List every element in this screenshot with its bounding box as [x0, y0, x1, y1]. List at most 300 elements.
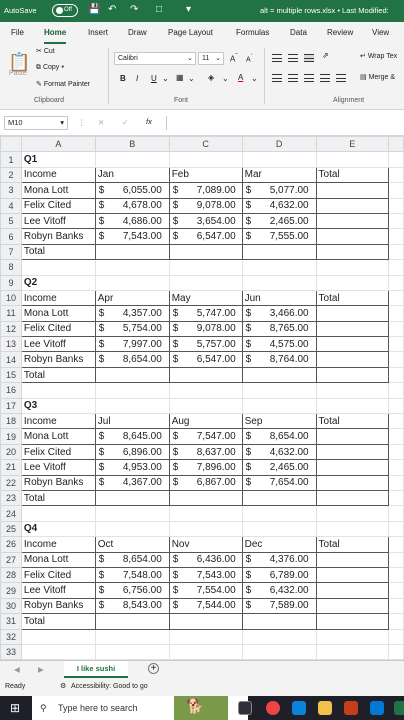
cell-d[interactable] [242, 644, 316, 659]
cell-e[interactable] [316, 614, 389, 629]
row-header[interactable]: 30 [1, 598, 22, 613]
cell-c[interactable]: Feb [169, 167, 242, 182]
cell-e[interactable] [316, 260, 389, 275]
cell-f[interactable] [389, 506, 404, 521]
cell-c[interactable]: Aug [169, 414, 242, 429]
cell-d[interactable] [242, 629, 316, 644]
cell-e[interactable] [316, 398, 389, 413]
cell-e[interactable] [316, 490, 389, 505]
font-color-icon[interactable]: A [238, 73, 244, 82]
excel-icon[interactable] [394, 701, 404, 715]
tab-view[interactable]: View [372, 28, 390, 37]
row-header[interactable]: 10 [1, 290, 22, 305]
cut-button[interactable] [36, 47, 55, 55]
row-header[interactable]: 8 [1, 260, 22, 275]
tab-formulas[interactable]: Formulas [236, 28, 270, 37]
cell-f[interactable] [389, 383, 404, 398]
cell-f[interactable] [389, 306, 404, 321]
cell-c[interactable] [169, 244, 242, 259]
autosave-toggle[interactable]: Off [52, 4, 78, 17]
cell-b[interactable]: Apr [95, 290, 169, 305]
italic-button[interactable]: I [136, 74, 139, 83]
cell-c[interactable] [169, 275, 242, 290]
row-header[interactable]: 12 [1, 321, 22, 336]
chrome-icon[interactable] [266, 701, 280, 715]
money-cell[interactable] [169, 213, 242, 228]
row-header[interactable]: 18 [1, 414, 22, 429]
cell-a[interactable]: Robyn Banks [21, 352, 95, 367]
cell-f[interactable] [389, 490, 404, 505]
money-cell[interactable] [169, 352, 242, 367]
cell-f[interactable] [389, 414, 404, 429]
money-cell[interactable] [95, 337, 169, 352]
cell-e[interactable] [316, 352, 389, 367]
cell-a[interactable]: Felix Cited [21, 321, 95, 336]
cell-e[interactable] [316, 475, 389, 490]
cell-a[interactable] [21, 506, 95, 521]
cell-f[interactable] [389, 583, 404, 598]
row-header[interactable]: 28 [1, 567, 22, 582]
cell-e[interactable] [316, 275, 389, 290]
redo-icon[interactable]: ↷ [130, 4, 139, 15]
cell-f[interactable] [389, 629, 404, 644]
cell-e[interactable] [316, 229, 389, 244]
money-cell[interactable] [242, 306, 316, 321]
cell-d[interactable]: Sep [242, 414, 316, 429]
chevron-down-icon[interactable]: ⌄ [222, 74, 229, 83]
cell-a[interactable]: Felix Cited [21, 567, 95, 582]
tab-review[interactable]: Review [327, 28, 354, 37]
money-cell[interactable] [169, 321, 242, 336]
column-header-e[interactable]: E [316, 137, 389, 152]
increase-indent-icon[interactable] [336, 74, 346, 82]
cell-d[interactable] [242, 506, 316, 521]
cell-b[interactable] [95, 644, 169, 659]
edge-icon[interactable] [292, 701, 306, 715]
cell-f[interactable] [389, 352, 404, 367]
cell-e[interactable] [316, 598, 389, 613]
money-cell[interactable] [169, 198, 242, 213]
cell-f[interactable] [389, 152, 404, 167]
money-cell[interactable] [95, 583, 169, 598]
cell-a[interactable]: Mona Lott [21, 429, 95, 444]
tab-data[interactable]: Data [290, 28, 307, 37]
row-header[interactable]: 4 [1, 198, 22, 213]
row-header[interactable]: 14 [1, 352, 22, 367]
cell-c[interactable] [169, 260, 242, 275]
cell-c[interactable] [169, 629, 242, 644]
money-cell[interactable] [242, 183, 316, 198]
cell-e[interactable] [316, 383, 389, 398]
enter-icon[interactable]: ✓ [122, 118, 129, 127]
money-cell[interactable] [242, 583, 316, 598]
cell-f[interactable] [389, 183, 404, 198]
cell-b[interactable] [95, 490, 169, 505]
cell-e[interactable] [316, 244, 389, 259]
cell-e[interactable]: Total [316, 167, 389, 182]
cell-a[interactable]: Total [21, 490, 95, 505]
underline-button[interactable]: U [151, 74, 157, 83]
money-cell[interactable] [169, 460, 242, 475]
cell-e[interactable] [316, 306, 389, 321]
cell-a[interactable]: Lee Vitoff [21, 583, 95, 598]
cell-a[interactable]: Mona Lott [21, 183, 95, 198]
quick-access-icon[interactable]: □ [156, 4, 163, 15]
column-header-c[interactable]: C [169, 137, 242, 152]
save-icon[interactable]: 💾 [88, 4, 101, 15]
shrink-font-button[interactable]: $A^ˇ$ [246, 54, 253, 64]
cell-b[interactable]: Oct [95, 537, 169, 552]
row-header[interactable]: 3 [1, 183, 22, 198]
cell-f[interactable] [389, 644, 404, 659]
cell-a[interactable]: Income [21, 290, 95, 305]
task-view-icon[interactable] [238, 701, 252, 715]
row-header[interactable]: 17 [1, 398, 22, 413]
money-cell[interactable] [95, 598, 169, 613]
tab-page-layout[interactable]: Page Layout [168, 28, 213, 37]
insert-function-button[interactable]: fx [146, 117, 152, 126]
cell-c[interactable] [169, 383, 242, 398]
cell-a[interactable]: Felix Cited [21, 444, 95, 459]
cell-a[interactable] [21, 629, 95, 644]
cell-b[interactable] [95, 629, 169, 644]
cell-d[interactable] [242, 367, 316, 382]
cell-a[interactable]: Income [21, 414, 95, 429]
cell-e[interactable] [316, 444, 389, 459]
cell-f[interactable] [389, 429, 404, 444]
name-box[interactable] [4, 116, 68, 130]
cell-e[interactable] [316, 506, 389, 521]
money-cell[interactable] [95, 352, 169, 367]
font-name-box[interactable] [114, 52, 196, 65]
cell-d[interactable] [242, 152, 316, 167]
cell-d[interactable] [242, 614, 316, 629]
bold-button[interactable]: B [120, 74, 126, 83]
align-left-icon[interactable] [272, 74, 282, 82]
cell-c[interactable]: Nov [169, 537, 242, 552]
cell-f[interactable] [389, 552, 404, 567]
row-header[interactable]: 33 [1, 644, 22, 659]
money-cell[interactable] [242, 552, 316, 567]
money-cell[interactable] [169, 306, 242, 321]
cell-e[interactable]: Total [316, 290, 389, 305]
paste-icon[interactable]: 📋 [8, 52, 31, 72]
money-cell[interactable] [95, 321, 169, 336]
cell-f[interactable] [389, 244, 404, 259]
cell-b[interactable] [95, 614, 169, 629]
cell-b[interactable] [95, 521, 169, 536]
row-header[interactable]: 16 [1, 383, 22, 398]
cell-f[interactable] [389, 275, 404, 290]
cell-f[interactable] [389, 475, 404, 490]
cell-e[interactable] [316, 429, 389, 444]
chevron-down-icon[interactable]: ⌄ [188, 74, 195, 83]
money-cell[interactable] [242, 198, 316, 213]
fill-color-icon[interactable]: ◈ [208, 73, 215, 82]
prev-sheet-icon[interactable]: ◀ [14, 665, 20, 674]
cancel-icon[interactable]: ✕ [98, 118, 105, 127]
row-header[interactable]: 24 [1, 506, 22, 521]
money-cell[interactable] [95, 213, 169, 228]
money-cell[interactable] [242, 475, 316, 490]
cell-f[interactable] [389, 229, 404, 244]
cell-a[interactable] [21, 644, 95, 659]
money-cell[interactable] [95, 306, 169, 321]
cell-f[interactable] [389, 213, 404, 228]
money-cell[interactable] [95, 183, 169, 198]
copy-button[interactable]: ⧉ Copy ▾ [36, 64, 65, 71]
cell-b[interactable]: Jan [95, 167, 169, 182]
cell-b[interactable] [95, 244, 169, 259]
row-header[interactable]: 19 [1, 429, 22, 444]
grow-font-button[interactable]: $A^ˆ$ [230, 53, 238, 64]
cell-f[interactable] [389, 290, 404, 305]
cell-b[interactable] [95, 367, 169, 382]
money-cell[interactable] [242, 337, 316, 352]
cell-a[interactable] [21, 383, 95, 398]
money-cell[interactable] [242, 444, 316, 459]
orientation-icon[interactable]: ⇗ [322, 51, 329, 60]
merge-button[interactable] [360, 73, 395, 81]
row-header[interactable]: 31 [1, 614, 22, 629]
row-header[interactable]: 23 [1, 490, 22, 505]
cell-c[interactable] [169, 367, 242, 382]
tab-insert[interactable]: Insert [88, 28, 109, 37]
money-cell[interactable] [95, 475, 169, 490]
add-sheet-icon[interactable]: + [148, 663, 159, 674]
align-top-icon[interactable] [272, 54, 282, 62]
cell-e[interactable] [316, 321, 389, 336]
money-cell[interactable] [242, 598, 316, 613]
cell-e[interactable]: Total [316, 414, 389, 429]
money-cell[interactable] [242, 352, 316, 367]
money-cell[interactable] [242, 321, 316, 336]
cell-d[interactable] [242, 490, 316, 505]
money-cell[interactable] [169, 475, 242, 490]
wrap-text-button[interactable] [360, 52, 397, 60]
decrease-indent-icon[interactable] [320, 74, 330, 82]
undo-icon[interactable]: ↶ [108, 4, 117, 15]
cell-c[interactable] [169, 506, 242, 521]
money-cell[interactable] [242, 460, 316, 475]
cell-a[interactable]: Lee Vitoff [21, 337, 95, 352]
next-sheet-icon[interactable]: ▶ [38, 665, 44, 674]
cell-f[interactable] [389, 460, 404, 475]
row-header[interactable]: 32 [1, 629, 22, 644]
align-middle-icon[interactable] [288, 54, 298, 62]
cell-a[interactable]: Felix Cited [21, 198, 95, 213]
cell-d[interactable] [242, 275, 316, 290]
cell-c[interactable] [169, 152, 242, 167]
money-cell[interactable] [95, 429, 169, 444]
money-cell[interactable] [169, 337, 242, 352]
row-header[interactable]: 7 [1, 244, 22, 259]
accessibility-status[interactable]: Accessibility: Good to go [71, 683, 148, 690]
spreadsheet-grid[interactable] [0, 136, 404, 660]
cell-a[interactable]: Total [21, 244, 95, 259]
cell-c[interactable]: May [169, 290, 242, 305]
money-cell[interactable] [169, 229, 242, 244]
borders-icon[interactable]: ▦ [176, 73, 184, 82]
row-header[interactable]: 29 [1, 583, 22, 598]
money-cell[interactable] [242, 229, 316, 244]
cell-a[interactable]: Q3 [21, 398, 95, 413]
cell-f[interactable] [389, 614, 404, 629]
cell-f[interactable] [389, 198, 404, 213]
cell-d[interactable] [242, 398, 316, 413]
accessibility-icon[interactable]: ⚙ [60, 683, 67, 690]
cell-e[interactable] [316, 644, 389, 659]
cell-d[interactable] [242, 521, 316, 536]
cell-d[interactable] [242, 244, 316, 259]
row-header[interactable]: 9 [1, 275, 22, 290]
tab-file[interactable]: File [11, 28, 24, 37]
cell-b[interactable]: Jul [95, 414, 169, 429]
align-right-icon[interactable] [304, 74, 314, 82]
paste-label[interactable]: Paste [9, 70, 27, 77]
money-cell[interactable] [169, 429, 242, 444]
money-cell[interactable] [95, 198, 169, 213]
cell-a[interactable]: Total [21, 614, 95, 629]
cell-f[interactable] [389, 444, 404, 459]
align-bottom-icon[interactable] [304, 54, 314, 62]
row-header[interactable]: 15 [1, 367, 22, 382]
cell-b[interactable] [95, 152, 169, 167]
file-explorer-icon[interactable] [318, 701, 332, 715]
cell-d[interactable] [242, 383, 316, 398]
money-cell[interactable] [95, 552, 169, 567]
cell-e[interactable] [316, 367, 389, 382]
cell-a[interactable]: Total [21, 367, 95, 382]
row-header[interactable]: 20 [1, 444, 22, 459]
money-cell[interactable] [169, 583, 242, 598]
mail-icon[interactable] [370, 701, 384, 715]
chevron-down-icon[interactable]: ⌄ [251, 74, 258, 83]
formula-input[interactable] [166, 116, 404, 130]
row-header[interactable]: 22 [1, 475, 22, 490]
cell-e[interactable] [316, 552, 389, 567]
cell-e[interactable] [316, 152, 389, 167]
cell-c[interactable] [169, 490, 242, 505]
cell-a[interactable]: Q2 [21, 275, 95, 290]
chevron-down-icon[interactable]: ⌄ [162, 74, 169, 83]
cell-a[interactable]: Q1 [21, 152, 95, 167]
column-header-f[interactable] [389, 137, 404, 152]
windows-start-icon[interactable]: ⊞ [10, 701, 21, 715]
cell-a[interactable]: Lee Vitoff [21, 460, 95, 475]
cell-c[interactable] [169, 644, 242, 659]
row-header[interactable]: 5 [1, 213, 22, 228]
cell-e[interactable] [316, 213, 389, 228]
cell-a[interactable]: Mona Lott [21, 552, 95, 567]
cell-f[interactable] [389, 398, 404, 413]
cell-a[interactable]: Robyn Banks [21, 229, 95, 244]
cell-a[interactable]: Robyn Banks [21, 598, 95, 613]
sheet-tab[interactable]: I like sushi [64, 661, 128, 678]
row-header[interactable]: 21 [1, 460, 22, 475]
row-header[interactable]: 2 [1, 167, 22, 182]
cell-c[interactable] [169, 614, 242, 629]
cell-c[interactable] [169, 521, 242, 536]
row-header[interactable]: 11 [1, 306, 22, 321]
cell-b[interactable] [95, 383, 169, 398]
tab-draw[interactable]: Draw [128, 28, 147, 37]
cell-c[interactable] [169, 398, 242, 413]
cell-a[interactable]: Lee Vitoff [21, 213, 95, 228]
cell-f[interactable] [389, 337, 404, 352]
cell-e[interactable] [316, 183, 389, 198]
cell-e[interactable] [316, 198, 389, 213]
money-cell[interactable] [95, 460, 169, 475]
row-header[interactable]: 6 [1, 229, 22, 244]
cell-b[interactable] [95, 275, 169, 290]
row-header[interactable]: 26 [1, 537, 22, 552]
money-cell[interactable] [169, 567, 242, 582]
powerpoint-icon[interactable] [344, 701, 358, 715]
cell-d[interactable]: Mar [242, 167, 316, 182]
select-all-corner[interactable] [1, 137, 22, 152]
cell-a[interactable] [21, 260, 95, 275]
cell-d[interactable]: Jun [242, 290, 316, 305]
cell-e[interactable] [316, 460, 389, 475]
cell-f[interactable] [389, 367, 404, 382]
cell-a[interactable]: Q4 [21, 521, 95, 536]
cell-e[interactable] [316, 337, 389, 352]
cell-f[interactable] [389, 167, 404, 182]
cell-e[interactable] [316, 583, 389, 598]
cell-d[interactable]: Dec [242, 537, 316, 552]
cell-b[interactable] [95, 506, 169, 521]
cell-b[interactable] [95, 398, 169, 413]
money-cell[interactable] [169, 598, 242, 613]
money-cell[interactable] [169, 183, 242, 198]
cell-e[interactable]: Total [316, 537, 389, 552]
cell-b[interactable] [95, 260, 169, 275]
row-header[interactable]: 1 [1, 152, 22, 167]
money-cell[interactable] [169, 444, 242, 459]
money-cell[interactable] [95, 444, 169, 459]
row-header[interactable]: 27 [1, 552, 22, 567]
cell-f[interactable] [389, 260, 404, 275]
cell-e[interactable] [316, 567, 389, 582]
cell-f[interactable] [389, 567, 404, 582]
column-header-a[interactable]: A [21, 137, 95, 152]
cell-e[interactable] [316, 629, 389, 644]
align-center-icon[interactable] [288, 74, 298, 82]
cell-a[interactable]: Robyn Banks [21, 475, 95, 490]
money-cell[interactable] [169, 552, 242, 567]
column-header-d[interactable]: D [242, 137, 316, 152]
money-cell[interactable] [242, 567, 316, 582]
customize-icon[interactable]: ▾ [186, 4, 192, 15]
cell-a[interactable]: Income [21, 537, 95, 552]
format-painter-button[interactable] [36, 80, 90, 88]
cell-d[interactable] [242, 260, 316, 275]
column-header-b[interactable]: B [95, 137, 169, 152]
money-cell[interactable] [95, 229, 169, 244]
cell-f[interactable] [389, 537, 404, 552]
money-cell[interactable] [95, 567, 169, 582]
cell-f[interactable] [389, 321, 404, 336]
cell-a[interactable]: Income [21, 167, 95, 182]
row-header[interactable]: 25 [1, 521, 22, 536]
cell-f[interactable] [389, 521, 404, 536]
money-cell[interactable] [242, 213, 316, 228]
money-cell[interactable] [242, 429, 316, 444]
cell-e[interactable] [316, 521, 389, 536]
tab-home[interactable]: Home [44, 28, 67, 37]
cell-f[interactable] [389, 598, 404, 613]
